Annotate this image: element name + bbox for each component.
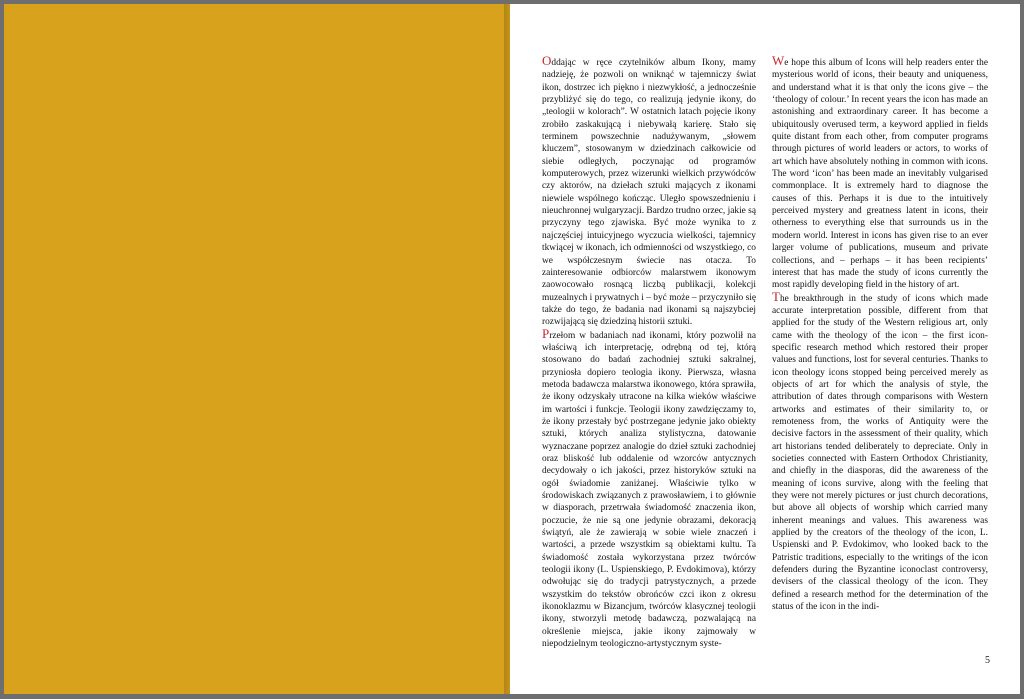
book-spread bbox=[4, 4, 1020, 694]
paragraph-text: e hope this album of Icons will help readers enter the mysterious world of icons, their beauty and uniqueness, and understand what it is that only the icons give – the ‘theology of colour.’ In recent years the icon has made an astonishing and extraordinary career. It has become a ubiquitously overused term, a keyword applied in fields quite distant from each other, from computer programs through pictures of world leaders or actors, to works of art which have absolutely nothing in common with icons. The word ‘icon’ has been made an inevitably vulgarised commonplace. It is extremely hard to diagnose the causes of this. Perhaps it is due to the intuitively perceived mystery and greatness latent in icons, their otherness to everything else that surrounds us in the modern world. Interest in icons has given rise to an ever larger volume of publications, museum and private collections, and – perhaps – it has been recipients’ interest that has made the study of icons currently the most rapidly developing field in the history of art. bbox=[772, 58, 988, 291]
right-page bbox=[510, 4, 1020, 694]
english-paragraph-1 bbox=[772, 53, 988, 292]
polish-text-column bbox=[542, 53, 756, 651]
drop-initial: P bbox=[542, 325, 550, 341]
drop-initial: O bbox=[542, 53, 552, 68]
polish-paragraph-2 bbox=[542, 325, 756, 651]
paragraph-text: rzełom w badaniach nad ikonami, który pozwolił na właściwą ich interpretację, odrębną od tej, którą stosowano do badań zachodniej sztuki sakralnej, przyniosła dopiero teologia ikony. Pierwsza, własna metoda badawcza malarstwa ikonowego, która sprawiła, że ikony odzyskały utracone na kilka wieków właściwe im wartości i funkcje. Teologii ikony zawdzięczamy to, że ikony przestały być postrzegane jedynie jako obiekty sztuki, których analiza stylistyczna, datowanie wyznaczane poprzez analogie do dzieł sztuki zachodniej oraz bliskość lub oddalenie od wzorców antycznych decydowały o ich jakości, przez historyków sztuki na ogół świadomie zaniżanej. Właściwie tylko w środowiskach związanych z prawosławiem, i to głównie w diasporach, przetrwała świadomość znaczenia ikon, poczucie, że nie są one jedynie obrazami, dekoracją świątyń, ale że zawierają w sobie wiele znaczeń i wartości, a przede wszystkim są obiektami kultu. Ta świadomość została wykorzystana przez twórców teologii ikony (L. Uspienskiego, P. Evdokimova), którzy odwołując się do tradycji patrystycznych, a przede wszystkim do tekstów obrońców czci ikon z okresu ikonoklazmu w Bizancjum, twórców klasycznej teologii ikony, stworzyli metodę badawczą, pozwalającą na określenie miejsca, jakie ikony zajmowały w niepodzielnym teologiczno-artystycznym syste- bbox=[542, 330, 756, 650]
paragraph-text: ddając w ręce czytelników album Ikony, mamy nadzieję, że pozwoli on wniknąć w tajemniczy świat ikon, dostrzec ich piękno i niezwykłość, a jednocześnie przybliżyć się do tego, co realizują jedynie ikony, do „teologii w kolorach”. W ostatnich latach pojęcie ikony zrobiło zaskakującą i niebywałą karierę. Stało się terminem powszechnie nadużywanym, „słowem kluczem”, stosowanym w dziedzinach całkowicie od siebie odległych, poczynając od programów komputerowych, przez wizerunki wielkich przywódców czy aktorów, na dziełach sztuki mających z ikonami niewiele wspólnego kończąc. Uległo spowszednieniu i nieuchronnej wulgaryzacji. Bardzo trudno orzec, jakie są przyczyny tego zjawiska. Być może wynika to z najczęściej intuicyjnego wyczucia wielkości, tajemnicy tkwiącej w ikonach, ich odmienności od wszystkiego, co we współczesnym świecie nas otacza. To zainteresowanie odbiorców malarstwem ikonowym zaowocowało rosnącą liczbą publikacji, kolekcji muzealnych i prywatnych i – być może – przyczyniło się także do tego, że badania nad ikonami są najszybciej rozwijającą się dziedziną historii sztuki. bbox=[542, 58, 756, 328]
english-paragraph-2 bbox=[772, 288, 988, 614]
page-number: 5 bbox=[985, 655, 990, 666]
drop-initial: T bbox=[772, 288, 780, 304]
drop-initial: W bbox=[772, 53, 785, 68]
polish-paragraph-1 bbox=[542, 53, 756, 329]
english-text-column bbox=[772, 53, 988, 613]
left-page-yellow bbox=[4, 4, 510, 694]
paragraph-text: he breakthrough in the study of icons which made accurate interpretation possible, different from that applied for the study of the Western religious art, only came with the theology of the icon – the first icon-specific research method which restored their proper values and functions, lost for several centuries. Thanks to icon theology icons stopped being perceived merely as objects of art for which the analysis of style, the attribution of dates through comparisons with Western artworks and estimates of their similarity to, or remoteness from, the works of Antiquity were the decisive factors in the assessment of their quality, which art historians tended deliberately to depreciate. Only in societies connected with Eastern Orthodox Christianity, and chiefly in the diasporas, did the awareness of the meaning of icons survive, along with the feeling that they were not merely pictures or just church decorations, but above all objects of worship which carried many inherent meanings and values. This awareness was applied by the creators of the theology of the icon, L. Uspienski and P. Evdokimov, who looked back to the Patristic traditions, especially to the writings of the icon defenders during the Byzantine iconoclast controversy, devisers of the classical theology of the icon. They defined a research method for the determination of the status of the icon in the indi- bbox=[772, 293, 988, 613]
